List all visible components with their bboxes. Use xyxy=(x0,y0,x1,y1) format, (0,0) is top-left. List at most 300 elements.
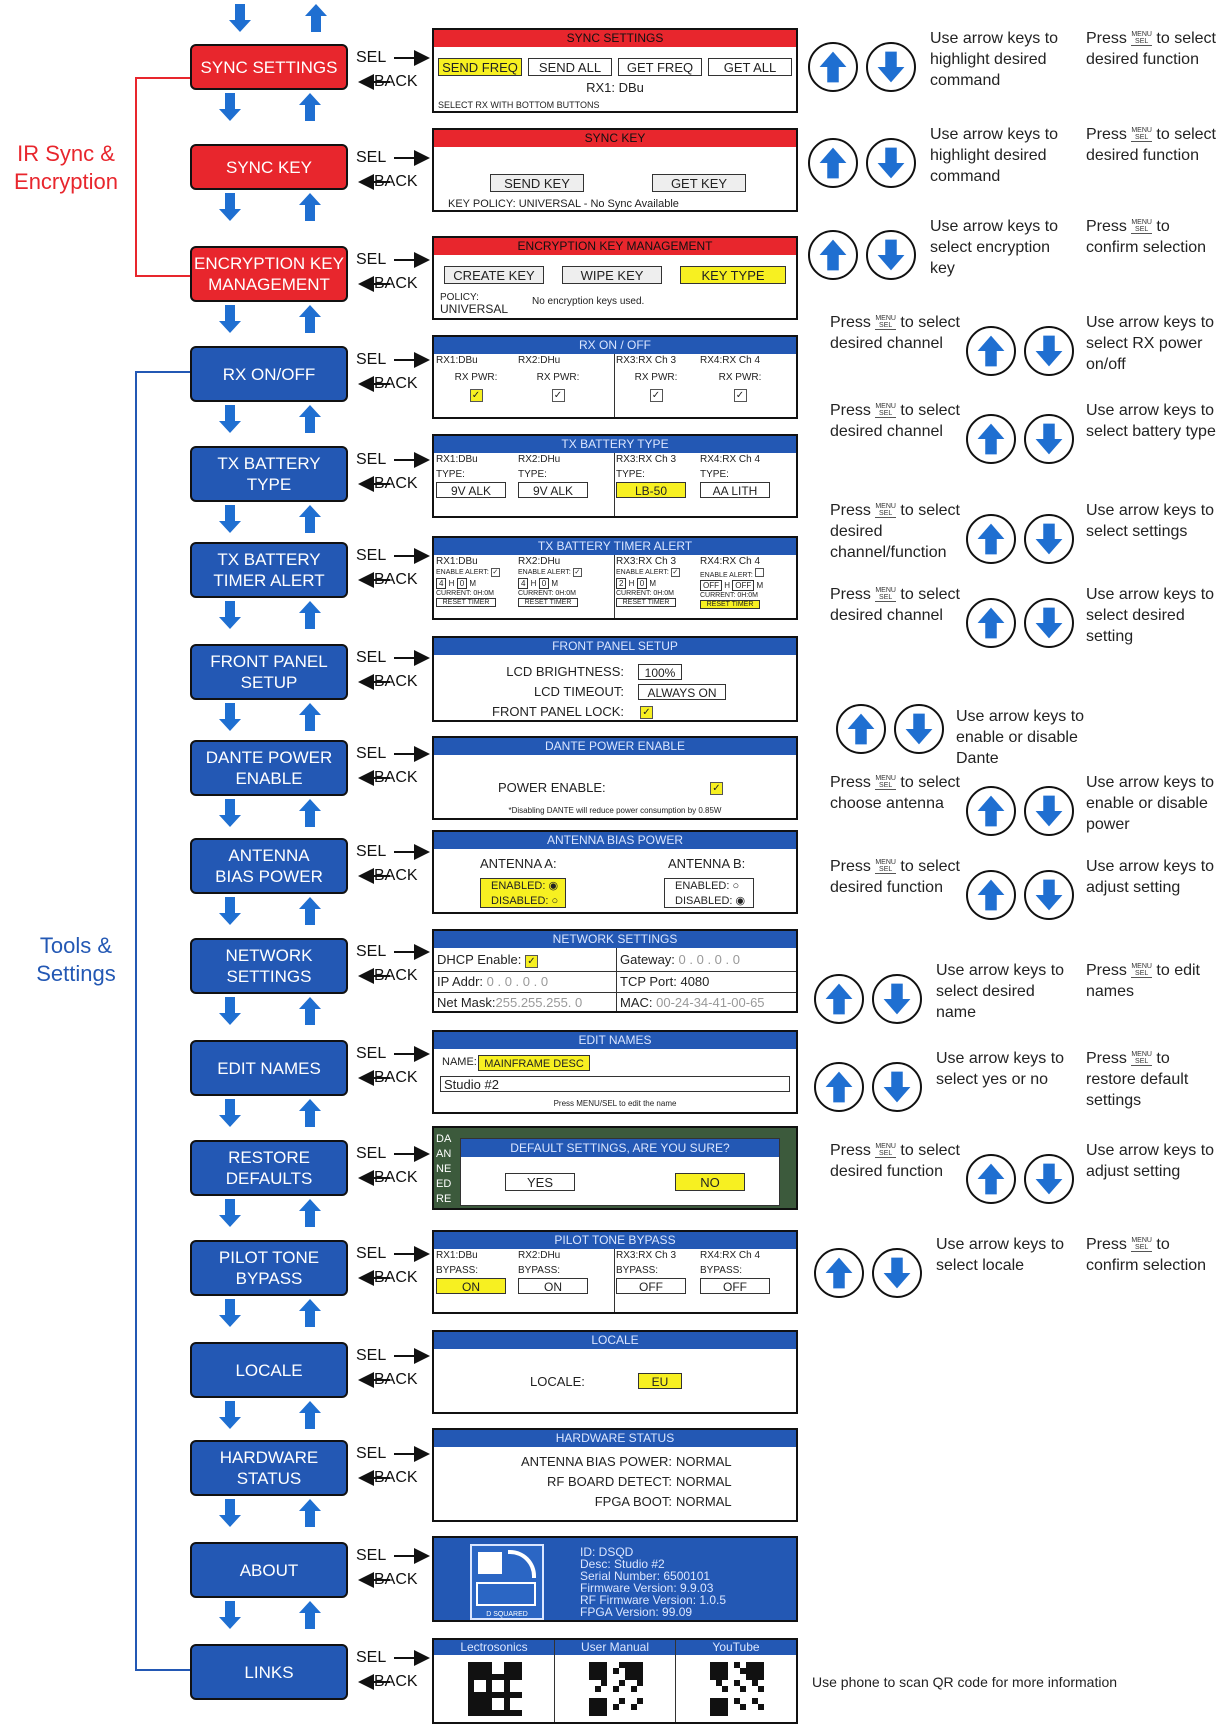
screen-title: DANTE POWER ENABLE xyxy=(434,738,796,755)
lcd-brightness-label: LCD BRIGHTNESS: xyxy=(506,664,624,679)
instruction-text: Use arrow keys to enable or disable power xyxy=(1086,774,1215,833)
ip-value[interactable]: 0 . 0 . 0 . 0 xyxy=(486,974,549,989)
flow-up-arrow xyxy=(299,305,321,333)
battery-type-select[interactable]: 9V ALK xyxy=(518,482,588,498)
network-screen xyxy=(432,929,798,1013)
bypass-select[interactable]: ON xyxy=(436,1278,506,1294)
sel-label: SEL xyxy=(356,149,387,166)
hours-field[interactable]: 4 xyxy=(436,578,446,589)
rx-onoff-screen xyxy=(432,335,798,419)
antenna-screen xyxy=(432,830,798,914)
up-arrow-icon[interactable] xyxy=(836,704,886,754)
menu-about[interactable]: ABOUT xyxy=(190,1542,348,1598)
back-label: BACK xyxy=(374,73,418,90)
menu-pilot-tone-bypass[interactable]: PILOT TONE BYPASS xyxy=(190,1240,348,1296)
sel-label: SEL xyxy=(356,1145,387,1162)
d-squared-logo: D SQUARED xyxy=(470,1544,544,1620)
reset-timer-button[interactable]: RESET TIMER xyxy=(518,598,578,607)
instruction-text: Use arrow keys to select locale xyxy=(936,1236,1065,1274)
up-arrow-icon[interactable] xyxy=(808,230,858,280)
flow-down-arrow xyxy=(219,997,241,1025)
menu-front-panel-setup[interactable]: FRONT PANEL SETUP xyxy=(190,644,348,700)
sel-label: SEL xyxy=(356,351,387,368)
flow-down-arrow xyxy=(219,193,241,221)
flow-up-arrow xyxy=(299,1199,321,1227)
wipe-key-button[interactable]: WIPE KEY xyxy=(562,266,662,284)
sel-label: SEL xyxy=(356,451,387,468)
bypass-label: BYPASS: xyxy=(436,1265,479,1276)
rf-board-label: RF BOARD DETECT: xyxy=(547,1474,672,1489)
mac-label: MAC: xyxy=(620,995,653,1010)
channel-name: RX1:DBu xyxy=(436,1250,478,1261)
policy-value: UNIVERSAL xyxy=(440,302,509,316)
power-enable-checkbox[interactable]: ✓ xyxy=(710,782,723,795)
instruction-text: Press MENU SEL to select desired channel/function xyxy=(830,502,960,561)
qr-code[interactable] xyxy=(468,1662,522,1716)
locale-screen xyxy=(432,1330,798,1414)
instruction-text: Use arrow keys to adjust setting xyxy=(1086,858,1215,896)
ir-sync-bracket xyxy=(136,78,190,276)
channel-name: RX1:DBu xyxy=(436,355,478,366)
policy-label: POLICY: xyxy=(440,292,479,303)
rx-pwr-label: RX PWR: xyxy=(454,372,498,383)
flow-up-arrow xyxy=(299,1499,321,1527)
instruction-text: Press MENU SEL to select desired channel xyxy=(830,402,960,440)
enable-alert-label: ENABLE ALERT: ✓ xyxy=(436,569,499,576)
bypass-label: BYPASS: xyxy=(700,1265,743,1276)
dhcp-checkbox[interactable]: ✓ xyxy=(525,955,538,968)
hours-field[interactable]: 4 xyxy=(518,578,528,589)
channel-name: RX2:DHu xyxy=(518,454,561,465)
bypass-label: BYPASS: xyxy=(518,1265,561,1276)
instruction-text: Press MENU SEL to confirm selection xyxy=(1086,1236,1207,1274)
flow-up-arrow xyxy=(299,193,321,221)
qr-code[interactable] xyxy=(710,1662,764,1716)
flow-up-arrow xyxy=(299,505,321,533)
reset-timer-button[interactable]: RESET TIMER xyxy=(700,600,760,609)
menu-hardware-status[interactable]: HARDWARE STATUS xyxy=(190,1440,348,1496)
flow-down-arrow xyxy=(219,505,241,533)
minutes-field[interactable]: 0 xyxy=(637,578,647,589)
channel-name: RX3:RX Ch 3 xyxy=(616,1250,677,1261)
tools-bracket xyxy=(136,372,190,1670)
menu-antenna-bias-power[interactable]: ANTENNA BIAS POWER xyxy=(190,838,348,894)
mac-value: 00-24-34-41-00-65 xyxy=(656,995,765,1010)
instruction-text: Use arrow keys to select yes or no xyxy=(936,1050,1065,1088)
menu-tx-battery-type[interactable]: TX BATTERY TYPE xyxy=(190,446,348,502)
instruction-text: Press MENU SEL to select desired function xyxy=(830,1142,960,1180)
about-screen xyxy=(432,1536,798,1622)
background-menu-item: NE xyxy=(436,1163,452,1175)
screen-title: FRONT PANEL SETUP xyxy=(434,638,796,655)
fpga-boot-value: NORMAL xyxy=(676,1494,732,1509)
front-panel-lock-label: FRONT PANEL LOCK: xyxy=(492,704,624,719)
about-info-line: Firmware Version: 9.9.03 xyxy=(580,1581,714,1595)
instruction-text: Use arrow keys to adjust setting xyxy=(1086,1142,1215,1180)
instruction-text: Use arrow keys to select battery type xyxy=(1086,402,1216,440)
edit-names-footer: Press MENU/SEL to edit the name xyxy=(553,1099,677,1108)
type-label: TYPE: xyxy=(436,469,465,480)
background-menu-item: DA xyxy=(436,1133,452,1145)
menu-edit-names[interactable]: EDIT NAMES xyxy=(190,1040,348,1096)
tx-battery-timer-screen: TX BATTERY TIMER ALERT RX1:DBu ENABLE ALERT: ✓ 4 H 0 M CURRENT: 0H:0M RESET TIMER RX2:DHu ENABLE ALERT: ✓ 4 H 0 M CURRENT: 0H:0M RESET TIMER RX3:RX Ch 3 ENABLE ALERT: ✓ 2 H 0 M CURRENT: 0H:0M RESET TIMER RX4:RX Ch 4 ENABLE ALERT: OFF H OFF M CURRENT: 0H:0M RESET TIMER xyxy=(432,536,798,620)
instruction-text: Use arrow keys to highlight desired command xyxy=(930,126,1059,185)
background-menu-item: RE xyxy=(436,1193,452,1205)
port-label: TCP Port: xyxy=(620,974,677,989)
hours-field[interactable]: 2 xyxy=(616,578,626,589)
send-key-button[interactable]: SEND KEY xyxy=(490,174,584,192)
down-arrow-icon[interactable] xyxy=(872,974,922,1024)
bypass-select[interactable]: OFF xyxy=(616,1278,686,1294)
link-tab-title[interactable]: User Manual xyxy=(555,1640,675,1655)
flow-down-arrow xyxy=(219,1601,241,1629)
sync-settings-screen xyxy=(432,28,798,113)
sel-label: SEL xyxy=(356,943,387,960)
menu-sync-settings[interactable]: SYNC SETTINGS xyxy=(190,44,348,90)
rx-pwr-checkbox[interactable]: ✓ xyxy=(470,389,483,402)
send-all-button[interactable]: SEND ALL xyxy=(528,58,612,76)
back-label: BACK xyxy=(374,967,418,984)
arrow-keys xyxy=(814,974,924,1030)
bypass-select[interactable]: ON xyxy=(518,1278,588,1294)
antenna-b-options[interactable]: ENABLED: ○ DISABLED: ◉ xyxy=(664,878,754,908)
back-label: BACK xyxy=(374,1469,418,1486)
antenna-bias-value: NORMAL xyxy=(676,1454,732,1469)
down-arrow-icon[interactable] xyxy=(1024,598,1074,648)
tx-battery-type-screen xyxy=(432,434,798,518)
flow-down-arrow xyxy=(219,1199,241,1227)
flow-up-arrow xyxy=(299,93,321,121)
link-tab-title[interactable]: YouTube xyxy=(676,1640,796,1655)
lcd-brightness-field[interactable]: 100% xyxy=(638,664,682,680)
fpga-boot-label: FPGA BOOT: xyxy=(594,1494,672,1509)
back-label: BACK xyxy=(374,475,418,492)
flow-up-arrow xyxy=(299,1601,321,1629)
name-select[interactable]: MAINFRAME DESC xyxy=(478,1055,590,1071)
channel-name: RX3:RX Ch 3 xyxy=(616,454,677,465)
bypass-select[interactable]: OFF xyxy=(700,1278,770,1294)
power-enable-label: POWER ENABLE: xyxy=(498,780,606,795)
down-arrow-icon[interactable] xyxy=(866,138,916,188)
flow-down-arrow xyxy=(219,601,241,629)
flow-down-arrow xyxy=(219,405,241,433)
up-arrow-icon[interactable] xyxy=(966,414,1016,464)
back-label: BACK xyxy=(374,571,418,588)
up-arrow-icon[interactable] xyxy=(966,598,1016,648)
flow-up-arrow xyxy=(299,601,321,629)
rx-pwr-checkbox[interactable]: ✓ xyxy=(552,389,565,402)
sel-label: SEL xyxy=(356,745,387,762)
screen-title: TX BATTERY TYPE xyxy=(434,436,796,453)
arrow-keys xyxy=(814,1248,924,1304)
back-label: BACK xyxy=(374,1269,418,1286)
down-arrow-icon[interactable] xyxy=(866,230,916,280)
menu-encryption-key-management[interactable]: ENCRYPTION KEY MANAGEMENT xyxy=(190,246,348,302)
gateway-label: Gateway: xyxy=(620,952,675,967)
enable-alert-checkbox[interactable]: ✓ xyxy=(574,569,581,576)
back-label: BACK xyxy=(374,1673,418,1690)
background-menu-item: AN xyxy=(436,1148,452,1160)
flow-up-arrow xyxy=(305,4,327,32)
flow-down-arrow xyxy=(219,897,241,925)
down-arrow-icon[interactable] xyxy=(1024,1154,1074,1204)
key-policy-text: KEY POLICY: UNIVERSAL - No Sync Available xyxy=(448,198,679,210)
restore-defaults-screen xyxy=(432,1126,798,1210)
qr-code[interactable] xyxy=(589,1662,643,1716)
lcd-timeout-field[interactable]: ALWAYS ON xyxy=(638,684,726,700)
menu-rx-onoff[interactable]: RX ON/OFF xyxy=(190,346,348,402)
rx-pwr-checkbox[interactable]: ✓ xyxy=(650,389,663,402)
instruction-text: Press MENU SEL to select desired function xyxy=(830,858,960,896)
pilot-tone-screen xyxy=(432,1230,798,1314)
hours-field[interactable]: OFF xyxy=(700,580,722,591)
flow-up-arrow xyxy=(299,1299,321,1327)
instruction-text: Use arrow keys to highlight desired command xyxy=(930,30,1059,89)
down-arrow-icon[interactable] xyxy=(894,704,944,754)
antenna-a-options[interactable]: ENABLED: ◉ DISABLED: ○ xyxy=(480,878,566,908)
screen-title: SYNC KEY xyxy=(434,130,796,147)
minutes-field[interactable]: 0 xyxy=(539,578,549,589)
sel-label: SEL xyxy=(356,251,387,268)
flow-down-arrow xyxy=(219,1401,241,1429)
channel-name: RX1:DBu xyxy=(436,556,478,567)
enable-alert-checkbox[interactable]: ✓ xyxy=(492,569,499,576)
battery-type-select[interactable]: 9V ALK xyxy=(436,482,506,498)
dhcp-label: DHCP Enable: xyxy=(437,952,522,967)
yes-button[interactable]: YES xyxy=(505,1173,575,1191)
instruction-text: Use arrow keys to select encryption key xyxy=(930,218,1059,277)
about-info-line: FPGA Version: 99.09 xyxy=(580,1605,693,1619)
up-arrow-icon[interactable] xyxy=(814,974,864,1024)
flow-up-arrow xyxy=(299,799,321,827)
current-timer: CURRENT: 0H:0M xyxy=(436,590,494,597)
sync-key-screen xyxy=(432,128,798,212)
mask-value[interactable]: 255.255.255. 0 xyxy=(495,995,583,1010)
flow-up-arrow xyxy=(299,897,321,925)
current-timer: CURRENT: 0H:0M xyxy=(700,592,758,599)
enable-alert-label: ENABLE ALERT: ✓ xyxy=(616,569,679,576)
minutes-field[interactable]: OFF xyxy=(732,580,754,591)
up-arrow-icon[interactable] xyxy=(814,1248,864,1298)
channel-name: RX4:RX Ch 4 xyxy=(700,454,761,465)
locale-label: LOCALE: xyxy=(530,1374,585,1389)
instruction-text: Press MENU SEL to restore default settings xyxy=(1086,1050,1189,1109)
flow-down-arrow xyxy=(219,1099,241,1127)
arrow-keys xyxy=(966,414,1076,470)
rx-pwr-label: RX PWR: xyxy=(718,372,762,383)
current-timer: CURRENT: 0H:0M xyxy=(518,590,576,597)
ir-sync-label: IR Sync & Encryption xyxy=(14,141,118,194)
screen-title: LOCALE xyxy=(434,1332,796,1349)
menu-dante-power-enable[interactable]: DANTE POWER ENABLE xyxy=(190,740,348,796)
key-type-button[interactable]: KEY TYPE xyxy=(680,266,786,284)
menu-links[interactable]: LINKS xyxy=(190,1644,348,1700)
front-panel-lock-checkbox[interactable]: ✓ xyxy=(640,706,653,719)
screen-title: HARDWARE STATUS xyxy=(434,1430,796,1447)
down-arrow-icon[interactable] xyxy=(1024,514,1074,564)
type-label: TYPE: xyxy=(700,469,729,480)
screen-title: EDIT NAMES xyxy=(434,1032,796,1049)
reset-timer-button[interactable]: RESET TIMER xyxy=(616,598,676,607)
instruction-text: Press MENU SEL to select choose antenna xyxy=(830,774,960,812)
flow-down-arrow xyxy=(219,703,241,731)
no-button[interactable]: NO xyxy=(675,1173,745,1191)
instruction-text: Press MENU SEL to select desired function xyxy=(1086,126,1216,164)
minutes-field[interactable]: 0 xyxy=(457,578,467,589)
enable-alert-checkbox[interactable] xyxy=(755,568,764,577)
rx-pwr-label: RX PWR: xyxy=(634,372,678,383)
sel-label: SEL xyxy=(356,1045,387,1062)
ip-label: IP Addr: xyxy=(437,974,484,989)
create-key-button[interactable]: CREATE KEY xyxy=(444,266,544,284)
policy-note: No encryption keys used. xyxy=(532,296,645,307)
screen-title: ENCRYPTION KEY MANAGEMENT xyxy=(434,238,796,255)
flow-down-arrow xyxy=(219,1499,241,1527)
sel-label: SEL xyxy=(356,1445,387,1462)
down-arrow-icon[interactable] xyxy=(866,42,916,92)
up-arrow-icon[interactable] xyxy=(966,1154,1016,1204)
down-arrow-icon[interactable] xyxy=(1024,326,1074,376)
menu-restore-defaults[interactable]: RESTORE DEFAULTS xyxy=(190,1140,348,1196)
menu-tx-battery-timer-alert[interactable]: TX BATTERY TIMER ALERT xyxy=(190,542,348,598)
down-arrow-icon[interactable] xyxy=(872,1248,922,1298)
instruction-text: Press MENU SEL to select desired function xyxy=(1086,30,1216,68)
background-menu-item: ED xyxy=(436,1178,452,1190)
instruction-text: Press MENU SEL to edit names xyxy=(1086,962,1200,1000)
back-label: BACK xyxy=(374,1571,418,1588)
arrow-keys xyxy=(808,42,918,98)
sel-label: SEL xyxy=(356,649,387,666)
send-freq-button[interactable]: SEND FREQ xyxy=(438,58,522,76)
instruction-text: Press MENU SEL to select desired channel xyxy=(830,314,960,352)
battery-type-select[interactable]: LB-50 xyxy=(616,482,686,498)
locale-select[interactable]: EU xyxy=(638,1373,682,1389)
name-label: NAME: xyxy=(442,1056,477,1068)
rx-pwr-label: RX PWR: xyxy=(536,372,580,383)
screen-title: TX BATTERY TIMER ALERT xyxy=(434,538,796,555)
dante-screen xyxy=(432,736,798,820)
dante-note: *Disabling DANTE will reduce power consumption by 0.85W xyxy=(508,806,722,815)
channel-name: RX4:RX Ch 4 xyxy=(700,355,761,366)
up-arrow-icon[interactable] xyxy=(966,786,1016,836)
reset-timer-button[interactable]: RESET TIMER xyxy=(436,598,496,607)
arrow-keys xyxy=(966,786,1076,842)
enable-alert-checkbox[interactable]: ✓ xyxy=(672,569,679,576)
rx-label: RX1: DBu xyxy=(586,80,644,95)
gateway-value[interactable]: 0 . 0 . 0 . 0 xyxy=(678,952,740,967)
back-label: BACK xyxy=(374,1169,418,1186)
type-label: TYPE: xyxy=(518,469,547,480)
get-all-button[interactable]: GET ALL xyxy=(708,58,792,76)
menu-network-settings[interactable]: NETWORK SETTINGS xyxy=(190,938,348,994)
up-arrow-icon[interactable] xyxy=(808,138,858,188)
mask-label: Net Mask: xyxy=(437,995,496,1010)
menu-locale[interactable]: LOCALE xyxy=(190,1342,348,1398)
link-tab-title[interactable]: Lectrosonics xyxy=(434,1640,554,1655)
channel-name: RX3:RX Ch 3 xyxy=(616,355,677,366)
instruction-text: Use arrow keys to select desired setting xyxy=(1086,586,1215,645)
channel-name: RX2:DHu xyxy=(518,355,561,366)
up-arrow-icon[interactable] xyxy=(808,42,858,92)
flow-down-arrow xyxy=(219,799,241,827)
back-label: BACK xyxy=(374,1371,418,1388)
sel-label: SEL xyxy=(356,547,387,564)
back-label: BACK xyxy=(374,867,418,884)
links-screen xyxy=(432,1638,798,1724)
about-info-line: RF Firmware Version: 1.0.5 xyxy=(580,1593,727,1607)
tools-label: Tools & Settings xyxy=(36,933,116,986)
get-key-button[interactable]: GET KEY xyxy=(652,174,746,192)
down-arrow-icon[interactable] xyxy=(872,1062,922,1112)
flow-down-arrow xyxy=(219,1299,241,1327)
arrow-keys xyxy=(966,514,1076,570)
port-value[interactable]: 4080 xyxy=(680,974,710,989)
sel-label: SEL xyxy=(356,843,387,860)
battery-type-select[interactable]: AA LITH xyxy=(700,482,770,498)
sel-label: SEL xyxy=(356,1245,387,1262)
name-text-field[interactable]: Studio #2 xyxy=(440,1076,790,1092)
front-panel-screen xyxy=(432,636,798,722)
arrow-keys xyxy=(808,230,918,286)
instruction-text: Press MENU SEL to confirm selection xyxy=(1086,218,1207,256)
screen-title: PILOT TONE BYPASS xyxy=(434,1232,796,1249)
back-label: BACK xyxy=(374,173,418,190)
rx-pwr-checkbox[interactable]: ✓ xyxy=(734,389,747,402)
arrow-keys xyxy=(966,1154,1076,1210)
down-arrow-icon[interactable] xyxy=(1024,786,1074,836)
flow-up-arrow xyxy=(299,1401,321,1429)
menu-sync-key[interactable]: SYNC KEY xyxy=(190,144,348,190)
channel-name: RX1:DBu xyxy=(436,454,478,465)
sel-label: SEL xyxy=(356,1649,387,1666)
footer-text: SELECT RX WITH BOTTOM BUTTONS xyxy=(438,100,600,110)
get-freq-button[interactable]: GET FREQ xyxy=(618,58,702,76)
screen-title: SYNC SETTINGS xyxy=(434,30,796,47)
about-info-line: Serial Number: 6500101 xyxy=(580,1569,711,1583)
arrow-keys xyxy=(966,326,1076,382)
rf-board-value: NORMAL xyxy=(676,1474,732,1489)
channel-name: RX2:DHu xyxy=(518,1250,561,1261)
flow-up-arrow xyxy=(299,405,321,433)
back-label: BACK xyxy=(374,673,418,690)
encryption-screen xyxy=(432,236,798,320)
flow-down-arrow xyxy=(219,93,241,121)
down-arrow-icon[interactable] xyxy=(1024,414,1074,464)
arrow-keys xyxy=(814,1062,924,1118)
screen-title: NETWORK SETTINGS xyxy=(434,931,796,948)
up-arrow-icon[interactable] xyxy=(966,870,1016,920)
flow-down-arrow xyxy=(229,4,251,32)
antenna-bias-label: ANTENNA BIAS POWER: xyxy=(521,1454,672,1469)
screen-title: ANTENNA BIAS POWER xyxy=(434,832,796,849)
screen-title: RX ON / OFF xyxy=(434,337,796,354)
instruction-text: Press MENU SEL to select desired channel xyxy=(830,586,960,624)
about-info-line: ID: DSQD xyxy=(580,1545,634,1559)
instruction-text: Use phone to scan QR code for more information xyxy=(812,1674,1118,1690)
back-label: BACK xyxy=(374,769,418,786)
channel-name: RX4:RX Ch 4 xyxy=(700,1250,761,1261)
up-arrow-icon[interactable] xyxy=(966,514,1016,564)
confirm-dialog xyxy=(460,1138,780,1206)
arrow-keys xyxy=(836,704,946,760)
arrow-keys xyxy=(966,870,1076,926)
arrow-keys xyxy=(808,138,918,194)
down-arrow-icon[interactable] xyxy=(1024,870,1074,920)
up-arrow-icon[interactable] xyxy=(966,326,1016,376)
hardware-status-screen xyxy=(432,1428,798,1522)
flow-up-arrow xyxy=(299,703,321,731)
up-arrow-icon[interactable] xyxy=(814,1062,864,1112)
